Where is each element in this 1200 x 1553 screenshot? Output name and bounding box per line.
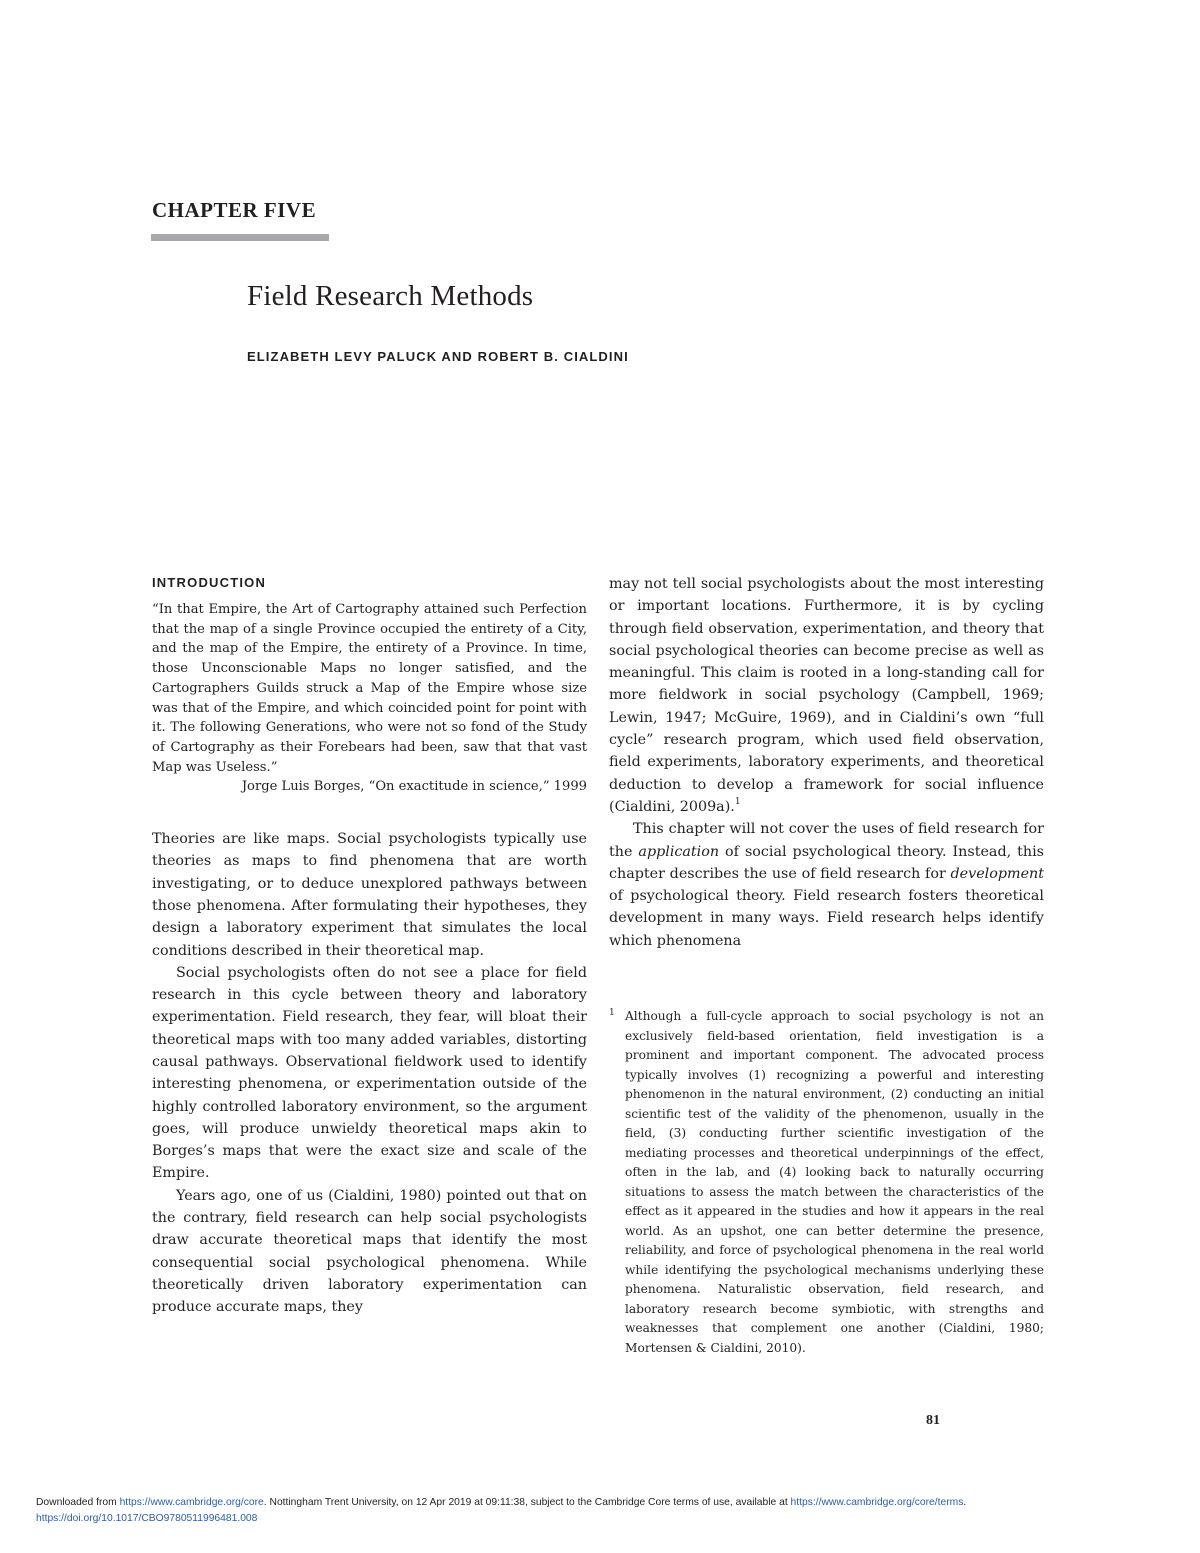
epigraph-attribution: Jorge Luis Borges, “On exactitude in science,” 1999 [241,779,587,795]
left-column [152,573,587,1319]
body-paragraph [609,573,1044,818]
epigraph-quote: “In that Empire, the Art of Cartography attained such Perfection that the map of a single Province occupied the entirety of a City, and the map of the Empire, the entirety of a Province. In time, those Unconscionable Maps no longer satisfied, and the Cartographers Guilds struck a Map of the Empire whose size was that of the Empire, and which coincided point for point with it. The following Generations, who were not so fond of the Study of Cartography as their Forebears had been, saw that that vast Map was Useless.” [152,602,587,775]
chapter-authors: ELIZABETH LEVY PALUCK AND ROBERT B. CIALDINI [247,349,629,364]
body-text: This chapter will not cover the uses of field research for the [609,821,1044,860]
page-number: 81 [926,1413,940,1428]
body-paragraph: Social psychologists often do not see a place for field research in this cycle between theory and laboratory experimentation. Field research, they fear, will bloat their theoretical maps with too many added variables, distorting causal pathways. Observational fieldwork used to identify interesting phenomena, or experimentation outside of the highly controlled laboratory environment, so the argument goes, will produce unwieldy theoretical maps akin to Borges’s maps that were the exact size and scale of the Empire. [152,964,587,1182]
chapter-title: Field Research Methods [247,280,534,312]
emphasis-application: application [638,843,720,860]
footnote-reference[interactable]: 1 [734,797,741,808]
download-suffix: . [963,1497,967,1508]
download-line [36,1495,1186,1511]
doi-line [36,1511,1186,1527]
download-prefix: Downloaded from [36,1497,120,1508]
body-paragraph: Theories are like maps. Social psychologists typically use theories as maps to find phenomena that are worth investigating, or to deduce unexplored pathways between those phenomena. After formulating their hypotheses, they design a laboratory experiment that simulates the local conditions described in their theoretical map. [152,831,587,959]
body-text: may not tell social psychologists about the most interesting or important locations. Furthermore, it is by cycling through field observation, experimentation, and theory that social psychological theories can become precise as well as meaningful. This claim is rooted in a long-standing call for more fieldwork in social psychology (Campbell, 1969; Lewin, 1947; McGuire, 1969), and in Cialdini’s own “full cycle” research program, which used field observation, field experiments, laboratory experiments, and theoretical deduction to develop a framework for social influence (Cialdini, 2009a). [609,576,1044,815]
right-column [609,573,1044,952]
body-text: of social psychological theory. Instead, this chapter describes the use of field research for [609,843,1044,882]
body-paragraph: Years ago, one of us (Cialdini, 1980) pointed out that on the contrary, field research can help social psychologists draw accurate theoretical maps that identify the most consequential social psychological phenomena. While theoretically driven laboratory experimentation can produce accurate maps, they [152,1187,587,1316]
download-notice [36,1495,1186,1527]
footnote [609,1007,1044,1358]
section-heading-introduction: INTRODUCTION [152,575,267,590]
download-middle: . Nottingham Trent University, on 12 Apr 2019 at 09:11:38, subject to the Cambridge Core terms of use, available at [263,1497,791,1508]
chapter-rule [151,234,329,241]
doi-link[interactable]: https://doi.org/10.1017/CBO9780511996481.008 [36,1513,258,1524]
core-link[interactable]: https://www.cambridge.org/core [119,1497,264,1508]
footnote-text: Although a full-cycle approach to social psychology is not an exclusively field-based orientation, field investigation is a prominent and important component. The advocated process typically involves (1) recognizing a powerful and interesting phenomenon in the natural environment, (2) conducting an initial scientific test of the validity of the phenomenon, usually in the field, (3) conducting further scientific investigation of the mediating processes and theoretical underpinnings of the effect, often in the lab, and (4) looking back to naturally occurring situations to assess the match between the characteristics of the effect as it appeared in the studies and how it appears in the real world. As an upshot, one can better determine the presence, reliability, and force of psychological phenomena in the real world while identifying the psychological mechanisms underlying these phenomena. Naturalistic observation, field research, and laboratory research become symbiotic, with strengths and weaknesses that complement one another (Cialdini, 1980; Mortensen & Cialdini, 2010). [625,1009,1044,1355]
body-paragraph [609,818,1044,952]
emphasis-development: development [950,865,1044,882]
footnote-mark: 1 [609,1008,615,1018]
body-text: of psychological theory. Field research fosters theoretical development in many ways. Field research helps identify which phenomena [609,888,1044,949]
chapter-label: CHAPTER FIVE [152,198,317,222]
terms-link[interactable]: https://www.cambridge.org/core/terms [790,1497,964,1508]
